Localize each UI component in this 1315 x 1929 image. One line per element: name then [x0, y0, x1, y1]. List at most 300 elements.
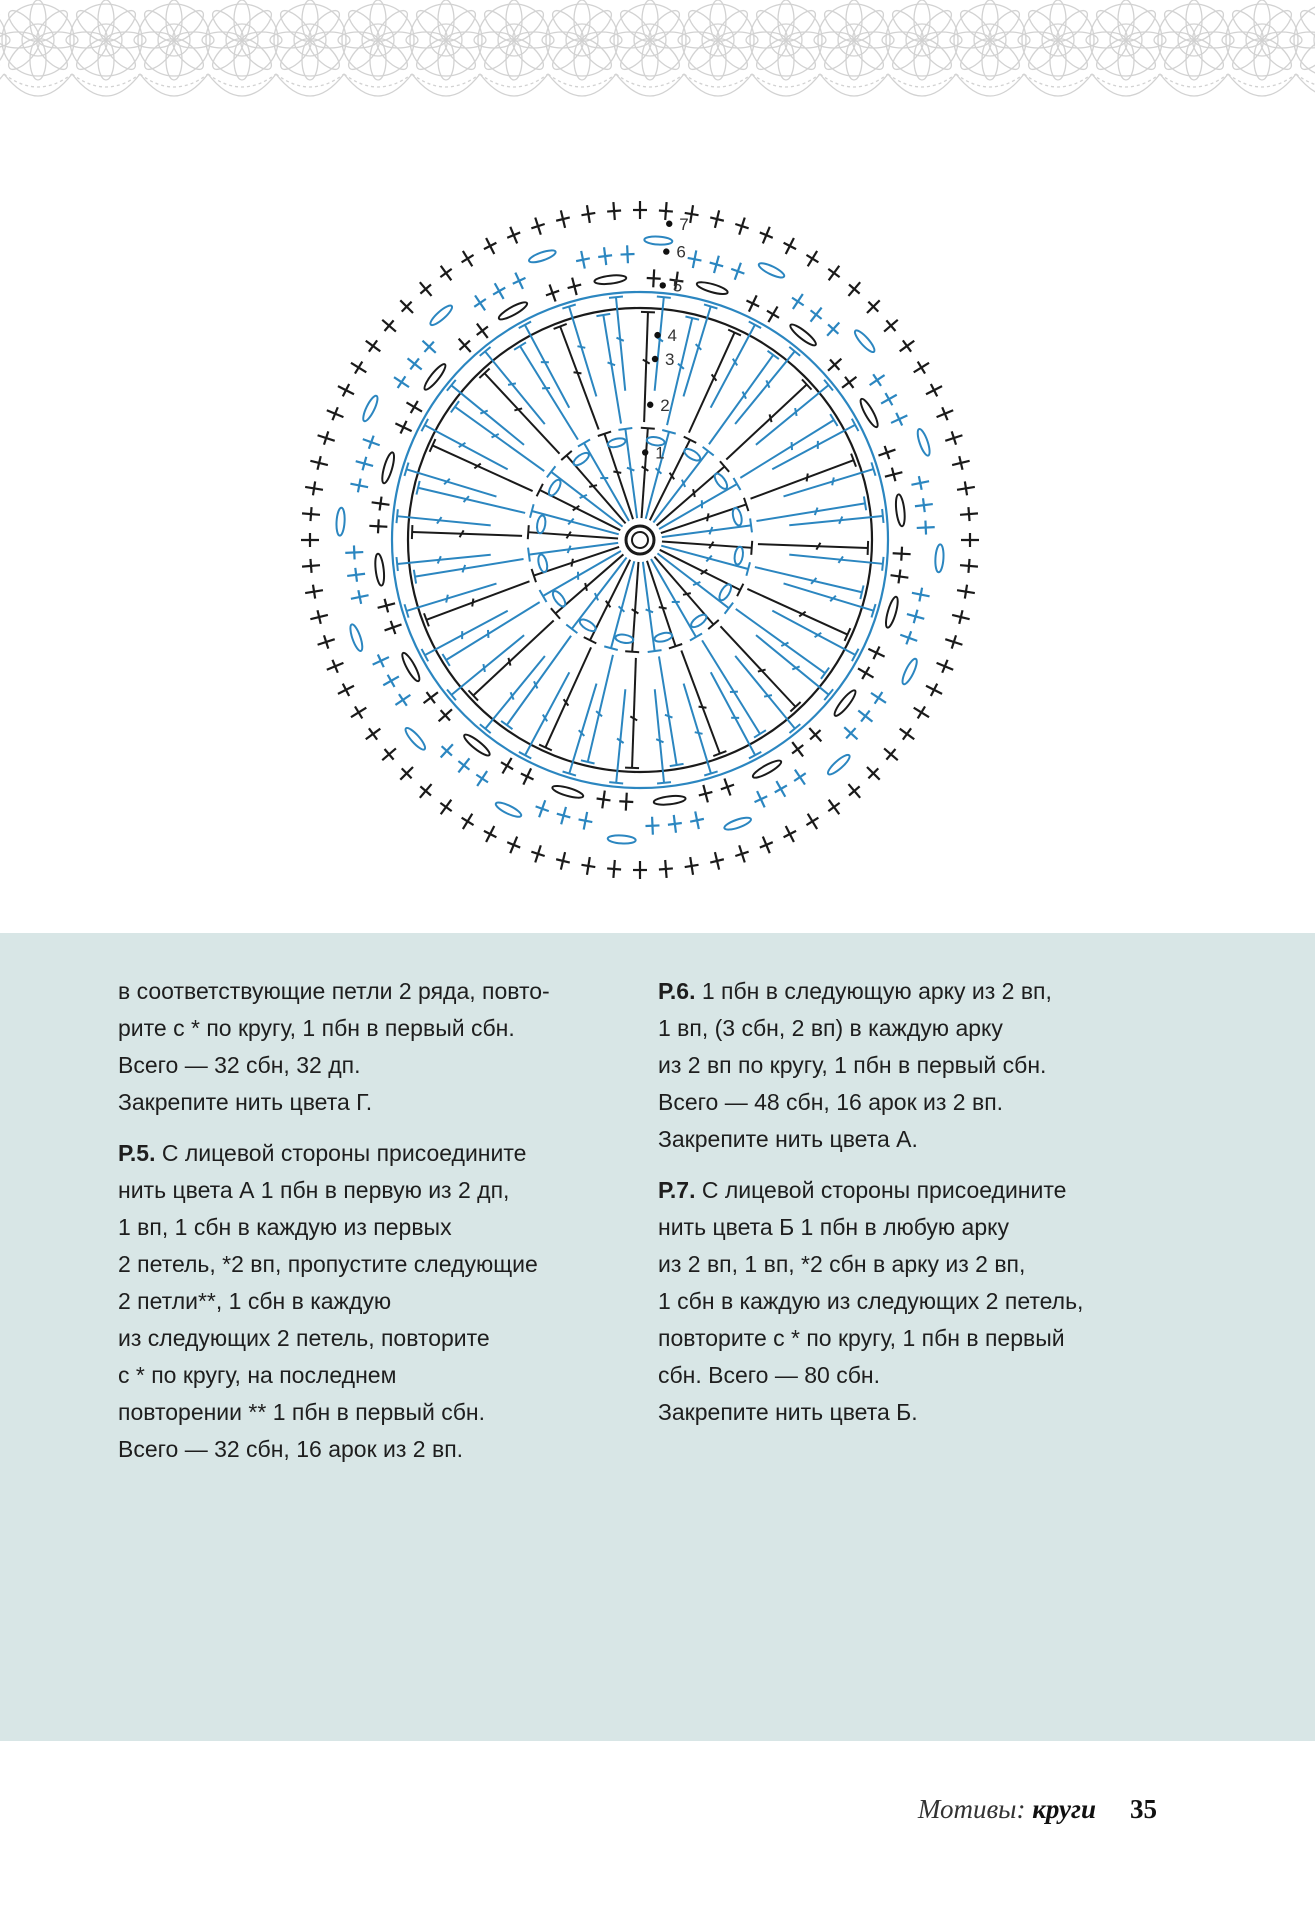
- single-crochet-stitch: [708, 850, 726, 871]
- round-number-label: 2: [660, 395, 670, 415]
- text-line: рите с * по кругу, 1 пбн в первый сбн.: [118, 1015, 515, 1041]
- single-crochet-stitch: [457, 810, 478, 833]
- single-crochet-stitch: [350, 588, 370, 605]
- double-crochet-stitch: [581, 655, 613, 764]
- single-crochet-stitch: [839, 722, 862, 744]
- round-4-continuation: [118, 973, 638, 1121]
- single-crochet-stitch: [347, 357, 370, 378]
- single-crochet-stitch: [517, 765, 537, 787]
- chain-stitch: [572, 451, 591, 468]
- chain-stitch: [682, 447, 702, 463]
- double-crochet-stitch: [447, 635, 524, 700]
- single-crochet-stitch: [865, 643, 887, 663]
- chain-stitch: [536, 515, 547, 534]
- chain-stitch: [858, 397, 881, 429]
- single-crochet-stitch: [403, 396, 426, 417]
- single-crochet-stitch: [789, 766, 811, 789]
- header-ornament: [0, 0, 1315, 125]
- single-crochet-stitch: [838, 371, 861, 393]
- single-crochet-stitch: [743, 292, 763, 314]
- single-crochet-stitch: [434, 704, 457, 726]
- single-crochet-stitch: [896, 335, 919, 357]
- single-crochet-stitch: [392, 417, 414, 437]
- round-number-label: 4: [667, 326, 678, 346]
- single-crochet-stitch: [345, 545, 364, 560]
- magic-ring-inner: [632, 532, 648, 548]
- single-crochet-stitch: [606, 859, 621, 878]
- round-5-instructions: [118, 1135, 638, 1468]
- single-crochet-stitch: [708, 209, 726, 230]
- double-crochet-stitch: [562, 305, 596, 397]
- single-crochet-stitch: [347, 702, 370, 723]
- chain-stitch: [428, 303, 454, 328]
- single-crochet-stitch: [961, 533, 979, 547]
- chain-stitch: [689, 612, 708, 629]
- single-crochet-stitch: [950, 608, 971, 626]
- double-crochet-stitch: [480, 347, 545, 424]
- single-crochet-stitch: [876, 443, 898, 462]
- single-crochet-stitch: [395, 295, 418, 318]
- double-crochet-stitch: [519, 322, 570, 408]
- single-crochet-stitch: [658, 859, 673, 878]
- single-crochet-stitch: [301, 533, 319, 547]
- text-line: повторите с * по кругу, 1 пбн в первый: [658, 1325, 1065, 1351]
- text-line: С лицевой стороны присоедините: [695, 1177, 1067, 1203]
- single-crochet-stitch: [805, 303, 827, 326]
- double-crochet-stitch: [412, 525, 522, 539]
- double-crochet-stitch: [519, 672, 569, 758]
- single-crochet-stitch: [533, 798, 552, 820]
- single-crochet-stitch: [480, 823, 501, 845]
- single-crochet-stitch: [880, 315, 903, 337]
- double-crochet-stitch: [416, 481, 525, 513]
- single-crochet-stitch: [923, 380, 945, 401]
- single-crochet-stitch: [823, 796, 845, 819]
- single-crochet-stitch: [718, 776, 737, 798]
- single-crochet-stitch: [822, 318, 844, 341]
- single-crochet-stitch: [959, 558, 978, 573]
- round-start-marker: [642, 449, 648, 455]
- double-crochet-stitch: [447, 380, 524, 445]
- single-crochet-stitch: [315, 633, 336, 652]
- text-line: 1 вп, 1 сбн в каждую из первых: [118, 1214, 452, 1240]
- text-line: нить цвета Б 1 пбн в любую арку: [658, 1214, 1009, 1240]
- chain-stitch: [723, 815, 752, 832]
- double-crochet-stitch: [554, 324, 599, 429]
- single-crochet-stitch: [301, 558, 320, 573]
- single-crochet-stitch: [890, 568, 910, 584]
- single-crochet-stitch: [554, 805, 572, 826]
- text-line: Всего — 32 сбн, 32 дп.: [118, 1052, 361, 1078]
- single-crochet-stitch: [943, 429, 964, 448]
- text-line: повторении ** 1 пбн в первый сбн.: [118, 1399, 485, 1425]
- single-crochet-stitch: [802, 810, 823, 833]
- double-crochet-stitch: [684, 684, 718, 776]
- single-crochet-stitch: [435, 796, 457, 819]
- round-start-marker: [660, 282, 666, 288]
- chain-stitch: [895, 494, 907, 527]
- page-footer: [918, 1794, 1157, 1825]
- single-crochet-stitch: [574, 250, 591, 270]
- single-crochet-stitch: [667, 814, 683, 834]
- single-crochet-stitch: [504, 224, 524, 246]
- round-number-label: 6: [676, 242, 686, 262]
- round-label: Р.7.: [658, 1177, 696, 1203]
- single-crochet-stitch: [418, 336, 441, 358]
- text-line: сбн. Всего — 80 сбн.: [658, 1362, 880, 1388]
- double-crochet-stitch: [772, 611, 858, 661]
- single-crochet-stitch: [324, 404, 346, 424]
- single-crochet-stitch: [543, 282, 562, 304]
- double-crochet-stitch: [784, 462, 876, 496]
- single-crochet-stitch: [315, 429, 336, 448]
- single-crochet-stitch: [304, 583, 324, 600]
- single-crochet-stitch: [770, 778, 791, 801]
- single-crochet-stitch: [892, 546, 911, 561]
- chain-stitch: [717, 582, 733, 602]
- single-crochet-stitch: [606, 201, 621, 220]
- single-crochet-stitch: [862, 762, 885, 785]
- chain-stitch: [403, 726, 428, 752]
- round-start-marker: [647, 402, 653, 408]
- single-crochet-stitch: [911, 586, 931, 603]
- single-crochet-stitch: [787, 738, 809, 761]
- double-crochet-stitch: [578, 440, 629, 521]
- single-crochet-stitch: [633, 861, 647, 879]
- single-crochet-stitch: [707, 254, 725, 275]
- double-crochet-stitch: [755, 567, 864, 599]
- text-line: 2 петель, *2 вп, пропустите следующие: [118, 1251, 538, 1277]
- single-crochet-stitch: [415, 780, 437, 803]
- single-crochet-stitch: [914, 497, 934, 513]
- single-crochet-stitch: [354, 454, 375, 472]
- single-crochet-stitch: [419, 687, 442, 709]
- single-crochet-stitch: [751, 788, 771, 810]
- instructions-left-column: [118, 973, 638, 1482]
- single-crochet-stitch: [728, 260, 747, 282]
- round-number-label: 3: [665, 349, 675, 369]
- ornament-pattern: [0, 0, 1315, 96]
- single-crochet-stitch: [480, 235, 501, 257]
- round-label: Р.6.: [658, 978, 696, 1004]
- single-crochet-stitch: [633, 201, 647, 219]
- chain-stitch: [654, 631, 673, 643]
- single-crochet-stitch: [733, 843, 752, 864]
- single-crochet-stitch: [896, 723, 919, 745]
- single-crochet-stitch: [436, 739, 458, 762]
- single-crochet-stitch: [779, 823, 800, 845]
- chain-stitch: [494, 800, 523, 819]
- subsection-title: круги: [1032, 1794, 1096, 1824]
- single-crochet-stitch: [362, 335, 385, 357]
- round-label: Р.5.: [118, 1140, 156, 1166]
- magic-ring: [626, 526, 654, 554]
- chain-stitch: [615, 633, 634, 644]
- single-crochet-stitch: [683, 856, 700, 876]
- chain-stitch: [900, 657, 919, 686]
- single-crochet-stitch: [392, 689, 415, 711]
- single-crochet-stitch: [554, 209, 572, 230]
- chain-stitch: [594, 274, 627, 286]
- single-crochet-stitch: [509, 270, 529, 292]
- double-crochet-stitch: [659, 656, 684, 766]
- double-crochet-stitch: [758, 541, 868, 555]
- single-crochet-stitch: [883, 465, 904, 483]
- text-line: 1 вп, (3 сбн, 2 вп) в каждую арку: [658, 1015, 1003, 1041]
- chain-stitch: [653, 795, 686, 807]
- single-crochet-stitch: [529, 215, 548, 236]
- single-crochet-stitch: [619, 792, 634, 811]
- double-crochet-stitch: [540, 551, 621, 602]
- single-crochet-stitch: [371, 495, 391, 511]
- double-crochet-stitch: [735, 656, 800, 733]
- single-crochet-stitch: [577, 811, 594, 831]
- chain-stitch: [336, 507, 346, 535]
- single-crochet-stitch: [554, 850, 572, 871]
- single-crochet-stitch: [504, 834, 524, 856]
- section-title: Мотивы:: [917, 1794, 1033, 1824]
- text-line: 1 сбн в каждую из следующих 2 петель,: [658, 1288, 1084, 1314]
- single-crochet-stitch: [854, 662, 877, 683]
- chain-stitch: [528, 248, 557, 265]
- single-crochet-stitch: [779, 235, 800, 257]
- single-crochet-stitch: [360, 433, 382, 452]
- single-crochet-stitch: [823, 262, 845, 285]
- single-crochet-stitch: [362, 723, 385, 745]
- single-crochet-stitch: [309, 608, 330, 626]
- round-ring-4: [392, 292, 888, 788]
- chain-stitch: [644, 236, 672, 246]
- double-crochet-stitch: [659, 478, 740, 529]
- single-crochet-stitch: [376, 597, 397, 615]
- single-crochet-stitch: [335, 380, 357, 401]
- double-crochet-stitch: [711, 321, 761, 407]
- single-crochet-stitch: [403, 353, 426, 375]
- single-crochet-stitch: [910, 357, 933, 378]
- single-crochet-stitch: [453, 334, 475, 357]
- chain-stitch: [551, 589, 568, 608]
- single-crochet-stitch: [471, 767, 493, 790]
- single-crochet-stitch: [645, 816, 660, 835]
- double-crochet-stitch: [740, 414, 837, 478]
- instructions-panel: [0, 933, 1315, 1741]
- single-crochet-stitch: [380, 670, 403, 691]
- chain-stitch: [607, 835, 635, 845]
- chain-stitch: [578, 617, 598, 633]
- single-crochet-stitch: [956, 583, 976, 600]
- single-crochet-stitch: [469, 292, 491, 315]
- single-crochet-stitch: [956, 480, 976, 497]
- single-crochet-stitch: [843, 780, 865, 803]
- single-crochet-stitch: [943, 633, 964, 652]
- single-crochet-stitch: [595, 790, 611, 810]
- text-line: с * по кругу, на последнем: [118, 1362, 397, 1388]
- chain-stitch: [551, 784, 584, 801]
- text-line: Всего — 32 сбн, 16 арок из 2 вп.: [118, 1436, 464, 1462]
- chain-stitch: [361, 394, 380, 423]
- single-crochet-stitch: [910, 702, 933, 723]
- chain-stitch: [607, 437, 626, 449]
- text-line: из 2 вп по кругу, 1 пбн в первый сбн.: [658, 1052, 1047, 1078]
- single-crochet-stitch: [867, 687, 890, 709]
- single-crochet-stitch: [370, 651, 392, 671]
- single-crochet-stitch: [950, 454, 971, 472]
- text-line: С лицевой стороны присоедините: [155, 1140, 527, 1166]
- double-crochet-stitch: [772, 419, 858, 470]
- double-crochet-stitch: [414, 559, 524, 584]
- single-crochet-stitch: [934, 404, 956, 424]
- single-crochet-stitch: [369, 519, 388, 534]
- page-number: 35: [1130, 1794, 1157, 1824]
- chain-stitch: [733, 546, 744, 565]
- single-crochet-stitch: [646, 269, 661, 288]
- round-7-instructions: [658, 1172, 1218, 1431]
- round-ring-3: [408, 308, 872, 772]
- single-crochet-stitch: [804, 723, 826, 746]
- single-crochet-stitch: [529, 843, 548, 864]
- single-crochet-stitch: [489, 280, 510, 303]
- single-crochet-stitch: [697, 783, 715, 804]
- single-crochet-stitch: [910, 474, 930, 491]
- round-number-label: 5: [672, 276, 683, 296]
- chain-stitch: [497, 300, 529, 323]
- chain-stitch: [348, 623, 365, 652]
- single-crochet-stitch: [620, 245, 635, 264]
- single-crochet-stitch: [382, 618, 404, 637]
- double-crochet-stitch: [711, 672, 762, 758]
- single-crochet-stitch: [880, 743, 903, 765]
- single-crochet-stitch: [349, 477, 369, 494]
- double-crochet-stitch: [596, 314, 621, 424]
- chain-stitch: [380, 451, 397, 484]
- single-crochet-stitch: [309, 454, 330, 472]
- single-crochet-stitch: [862, 295, 885, 318]
- chain-stitch: [852, 328, 877, 354]
- single-crochet-stitch: [959, 506, 978, 521]
- crochet-chart: [280, 180, 1000, 900]
- single-crochet-stitch: [854, 705, 877, 727]
- round-start-marker: [654, 332, 660, 338]
- single-crochet-stitch: [324, 656, 346, 676]
- single-crochet-stitch: [580, 204, 597, 224]
- single-crochet-stitch: [802, 247, 823, 270]
- text-line: Закрепите нить цвета А.: [658, 1126, 918, 1152]
- chain-stitch: [757, 261, 786, 280]
- single-crochet-stitch: [565, 276, 583, 297]
- chain-stitch: [696, 280, 729, 297]
- single-crochet-stitch: [496, 754, 517, 777]
- single-crochet-stitch: [435, 262, 457, 285]
- round-6-instructions: [658, 973, 1218, 1158]
- single-crochet-stitch: [378, 743, 401, 765]
- single-crochet-stitch: [471, 319, 493, 342]
- round-start-marker: [663, 248, 669, 254]
- text-line: 2 петли**, 1 сбн в каждую: [118, 1288, 392, 1314]
- double-crochet-stitch: [625, 658, 639, 768]
- double-crochet-stitch: [651, 559, 702, 640]
- double-crochet-stitch: [751, 454, 856, 499]
- single-crochet-stitch: [905, 607, 926, 625]
- single-crochet-stitch: [301, 506, 320, 521]
- single-crochet-stitch: [597, 246, 613, 266]
- single-crochet-stitch: [378, 315, 401, 337]
- single-crochet-stitch: [756, 224, 776, 246]
- instructions-right-column: [658, 973, 1218, 1445]
- chain-stitch: [374, 553, 386, 586]
- single-crochet-stitch: [823, 353, 846, 375]
- double-crochet-stitch: [422, 611, 508, 662]
- text-line: 1 пбн в следующую арку из 2 вп,: [695, 978, 1052, 1004]
- round-number-label: 1: [655, 443, 665, 463]
- double-crochet-stitch: [756, 496, 866, 521]
- double-crochet-stitch: [735, 347, 800, 424]
- single-crochet-stitch: [457, 247, 478, 270]
- chain-stitch: [915, 428, 932, 457]
- chain-stitch: [712, 472, 729, 491]
- single-crochet-stitch: [688, 810, 705, 830]
- single-crochet-stitch: [843, 278, 865, 301]
- single-crochet-stitch: [580, 856, 597, 876]
- single-crochet-stitch: [346, 567, 366, 583]
- text-line: в соответствующие петли 2 ряда, повто-: [118, 978, 550, 1004]
- text-line: нить цвета А 1 пбн в первую из 2 дп,: [118, 1177, 510, 1203]
- chain-stitch: [537, 554, 549, 573]
- double-crochet-stitch: [514, 342, 578, 439]
- single-crochet-stitch: [390, 371, 413, 393]
- round-number-label: 7: [679, 214, 689, 234]
- double-crochet-stitch: [756, 380, 833, 445]
- double-crochet-stitch: [424, 581, 529, 626]
- single-crochet-stitch: [395, 762, 418, 785]
- single-crochet-stitch: [878, 389, 901, 410]
- chain-stitch: [935, 544, 945, 572]
- single-crochet-stitch: [733, 215, 752, 236]
- round-start-marker: [652, 356, 658, 362]
- single-crochet-stitch: [916, 520, 935, 535]
- double-crochet-stitch: [681, 651, 726, 756]
- chain-stitch: [826, 752, 852, 777]
- chain-stitch: [731, 507, 743, 526]
- single-crochet-stitch: [923, 679, 945, 700]
- text-line: из 2 вп, 1 вп, *2 сбн в арку из 2 вп,: [658, 1251, 1026, 1277]
- single-crochet-stitch: [888, 409, 910, 429]
- double-crochet-stitch: [480, 656, 545, 733]
- text-line: Всего — 48 сбн, 16 арок из 2 вп.: [658, 1089, 1004, 1115]
- single-crochet-stitch: [686, 249, 703, 269]
- chain-stitch: [751, 758, 783, 781]
- chain-stitch: [884, 596, 901, 629]
- single-crochet-stitch: [787, 290, 809, 313]
- double-crochet-stitch: [421, 419, 507, 469]
- double-crochet-stitch: [702, 640, 766, 737]
- single-crochet-stitch: [898, 628, 920, 647]
- single-crochet-stitch: [658, 201, 673, 220]
- single-crochet-stitch: [304, 480, 324, 497]
- round-start-marker: [666, 221, 672, 227]
- double-crochet-stitch: [405, 584, 497, 618]
- double-crochet-stitch: [756, 635, 833, 700]
- chain-stitch: [400, 651, 423, 683]
- single-crochet-stitch: [866, 369, 889, 391]
- single-crochet-stitch: [415, 278, 437, 301]
- single-crochet-stitch: [762, 303, 783, 326]
- single-crochet-stitch: [934, 656, 956, 676]
- single-crochet-stitch: [756, 834, 776, 856]
- text-line: из следующих 2 петель, повторите: [118, 1325, 490, 1351]
- double-crochet-stitch: [442, 602, 539, 666]
- text-line: Закрепите нить цвета Г.: [118, 1089, 373, 1115]
- chain-stitch: [547, 478, 563, 498]
